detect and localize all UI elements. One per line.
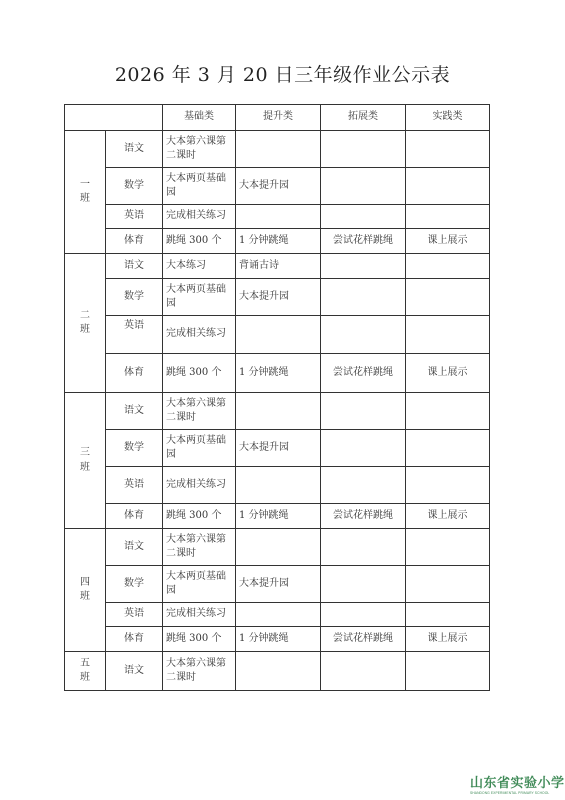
empty-cell (236, 652, 321, 691)
table-row (65, 566, 490, 603)
subject-cell: 数学 (106, 168, 163, 205)
empty-cell (406, 603, 490, 627)
content-cell: 尝试花样跳绳 (321, 627, 406, 652)
table-row (65, 467, 490, 504)
content-cell: 跳绳 300 个 (163, 504, 236, 529)
empty-cell (321, 393, 406, 430)
subject-cell: 语文 (106, 393, 163, 430)
subject-cell: 英语 (106, 603, 163, 627)
empty-cell (321, 205, 406, 229)
empty-cell (321, 652, 406, 691)
content-cell: 1 分钟跳绳 (236, 354, 321, 393)
empty-cell (406, 205, 490, 229)
school-logo-text: 山东省实验小学 (470, 776, 565, 791)
content-cell: 课上展示 (406, 627, 490, 652)
empty-cell (321, 603, 406, 627)
empty-cell (321, 316, 406, 354)
class-label: 五 班 (65, 652, 106, 691)
empty-cell (406, 393, 490, 430)
content-cell: 尝试花样跳绳 (321, 229, 406, 254)
empty-cell (406, 279, 490, 316)
header-basic: 基础类 (163, 105, 236, 131)
subject-cell: 体育 (106, 504, 163, 529)
content-cell: 完成相关练习 (163, 467, 236, 504)
subject-cell: 语文 (106, 529, 163, 566)
subject-cell: 体育 (106, 354, 163, 393)
content-cell: 课上展示 (406, 354, 490, 393)
subject-cell: 数学 (106, 566, 163, 603)
header-extend: 拓展类 (321, 105, 406, 131)
empty-cell (406, 316, 490, 354)
content-cell: 大本提升园 (236, 279, 321, 316)
content-cell: 课上展示 (406, 229, 490, 254)
empty-cell (406, 254, 490, 279)
table-row (65, 603, 490, 627)
empty-cell (236, 131, 321, 168)
content-cell: 跳绳 300 个 (163, 229, 236, 254)
content-cell: 大本练习 (163, 254, 236, 279)
empty-cell (321, 430, 406, 467)
subject-cell: 体育 (106, 627, 163, 652)
empty-cell (236, 467, 321, 504)
header-blank (65, 105, 163, 131)
content-cell: 完成相关练习 (163, 316, 236, 354)
empty-cell (321, 254, 406, 279)
class-label: 三 班 (65, 393, 106, 529)
subject-cell: 数学 (106, 279, 163, 316)
table-row (65, 316, 490, 354)
table-row (65, 229, 490, 254)
empty-cell (236, 316, 321, 354)
content-cell: 大本两页基础园 (163, 430, 236, 467)
table-row (65, 627, 490, 652)
class-label: 二 班 (65, 254, 106, 393)
empty-cell (321, 131, 406, 168)
page-title: 2026 年 3 月 20 日三年级作业公示表 (114, 64, 451, 86)
content-cell: 背诵古诗 (236, 254, 321, 279)
homework-table (64, 104, 490, 691)
content-cell: 大本第六课第二课时 (163, 131, 236, 168)
empty-cell (321, 467, 406, 504)
subject-cell: 英语 (106, 316, 163, 354)
content-cell: 大本提升园 (236, 430, 321, 467)
subject-cell: 体育 (106, 229, 163, 254)
empty-cell (321, 529, 406, 566)
subject-cell: 英语 (106, 205, 163, 229)
empty-cell (406, 566, 490, 603)
header-improve: 提升类 (236, 105, 321, 131)
table-row (65, 430, 490, 467)
subject-cell: 语文 (106, 131, 163, 168)
content-cell: 尝试花样跳绳 (321, 504, 406, 529)
table-row (65, 168, 490, 205)
content-cell: 1 分钟跳绳 (236, 627, 321, 652)
table-row (65, 205, 490, 229)
table-row (65, 254, 490, 279)
content-cell: 课上展示 (406, 504, 490, 529)
empty-cell (321, 566, 406, 603)
table-row (65, 131, 490, 168)
empty-cell (236, 205, 321, 229)
empty-cell (406, 652, 490, 691)
table-row (65, 393, 490, 430)
class-label: 四 班 (65, 529, 106, 652)
content-cell: 完成相关练习 (163, 603, 236, 627)
content-cell: 跳绳 300 个 (163, 627, 236, 652)
table-row (65, 529, 490, 566)
subject-cell: 语文 (106, 652, 163, 691)
empty-cell (406, 529, 490, 566)
content-cell: 大本两页基础园 (163, 168, 236, 205)
header-practice: 实践类 (406, 105, 490, 131)
school-logo-subtext: SHANDONG EXPERIMENTAL PRIMARY SCHOOL (470, 791, 550, 795)
content-cell: 大本第六课第二课时 (163, 529, 236, 566)
content-cell: 大本第六课第二课时 (163, 393, 236, 430)
content-cell: 1 分钟跳绳 (236, 229, 321, 254)
empty-cell (236, 529, 321, 566)
school-logo (470, 777, 565, 800)
content-cell: 1 分钟跳绳 (236, 504, 321, 529)
content-cell: 完成相关练习 (163, 205, 236, 229)
subject-cell: 英语 (106, 467, 163, 504)
table-row (65, 279, 490, 316)
table-row (65, 652, 490, 691)
content-cell: 尝试花样跳绳 (321, 354, 406, 393)
empty-cell (406, 168, 490, 205)
empty-cell (321, 279, 406, 316)
content-cell: 大本提升园 (236, 168, 321, 205)
table-row (65, 504, 490, 529)
empty-cell (321, 168, 406, 205)
empty-cell (236, 603, 321, 627)
empty-cell (406, 467, 490, 504)
empty-cell (406, 131, 490, 168)
subject-cell: 数学 (106, 430, 163, 467)
subject-cell: 语文 (106, 254, 163, 279)
table-row (65, 354, 490, 393)
content-cell: 大本提升园 (236, 566, 321, 603)
content-cell: 大本两页基础园 (163, 279, 236, 316)
content-cell: 大本第六课第二课时 (163, 652, 236, 691)
empty-cell (236, 393, 321, 430)
content-cell: 跳绳 300 个 (163, 354, 236, 393)
header-row (65, 105, 490, 131)
empty-cell (406, 430, 490, 467)
content-cell: 大本两页基础园 (163, 566, 236, 603)
class-label: 一 班 (65, 131, 106, 254)
